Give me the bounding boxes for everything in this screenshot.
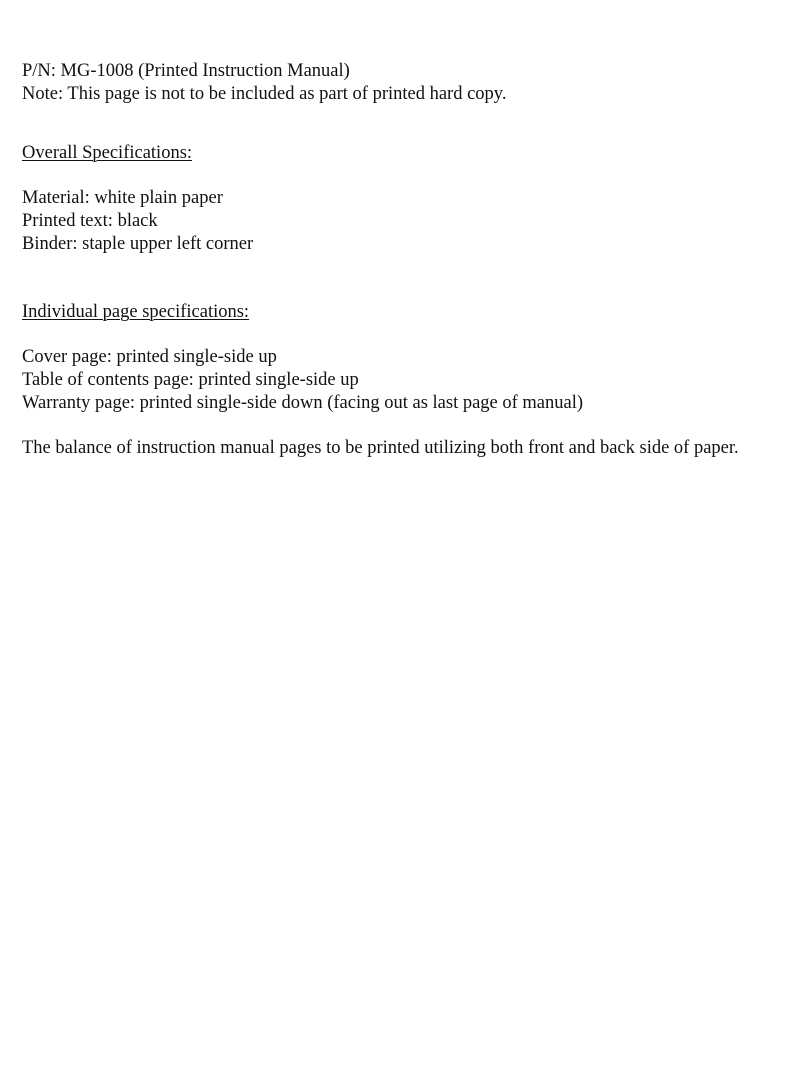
part-number: P/N: MG-1008 (Printed Instruction Manual) [22, 61, 350, 81]
spec-binder: Binder: staple upper left corner [22, 234, 254, 254]
overall-specifications-heading: Overall Specifications: [22, 143, 193, 163]
spec-cover-page: Cover page: printed single-side up [22, 347, 277, 367]
spec-warranty-page: Warranty page: printed single-side down (facing out as last page of manual) [22, 393, 584, 413]
spec-table-of-contents-page: Table of contents page: printed single-side up [22, 370, 359, 390]
individual-specifications-heading: Individual page specifications: [22, 302, 250, 322]
spec-material: Material: white plain paper [22, 188, 223, 208]
balance-statement: The balance of instruction manual pages to be printed utilizing both front and back side of paper. [22, 438, 739, 458]
spec-printed-text: Printed text: black [22, 211, 158, 231]
page-note: Note: This page is not to be included as part of printed hard copy. [22, 84, 507, 104]
